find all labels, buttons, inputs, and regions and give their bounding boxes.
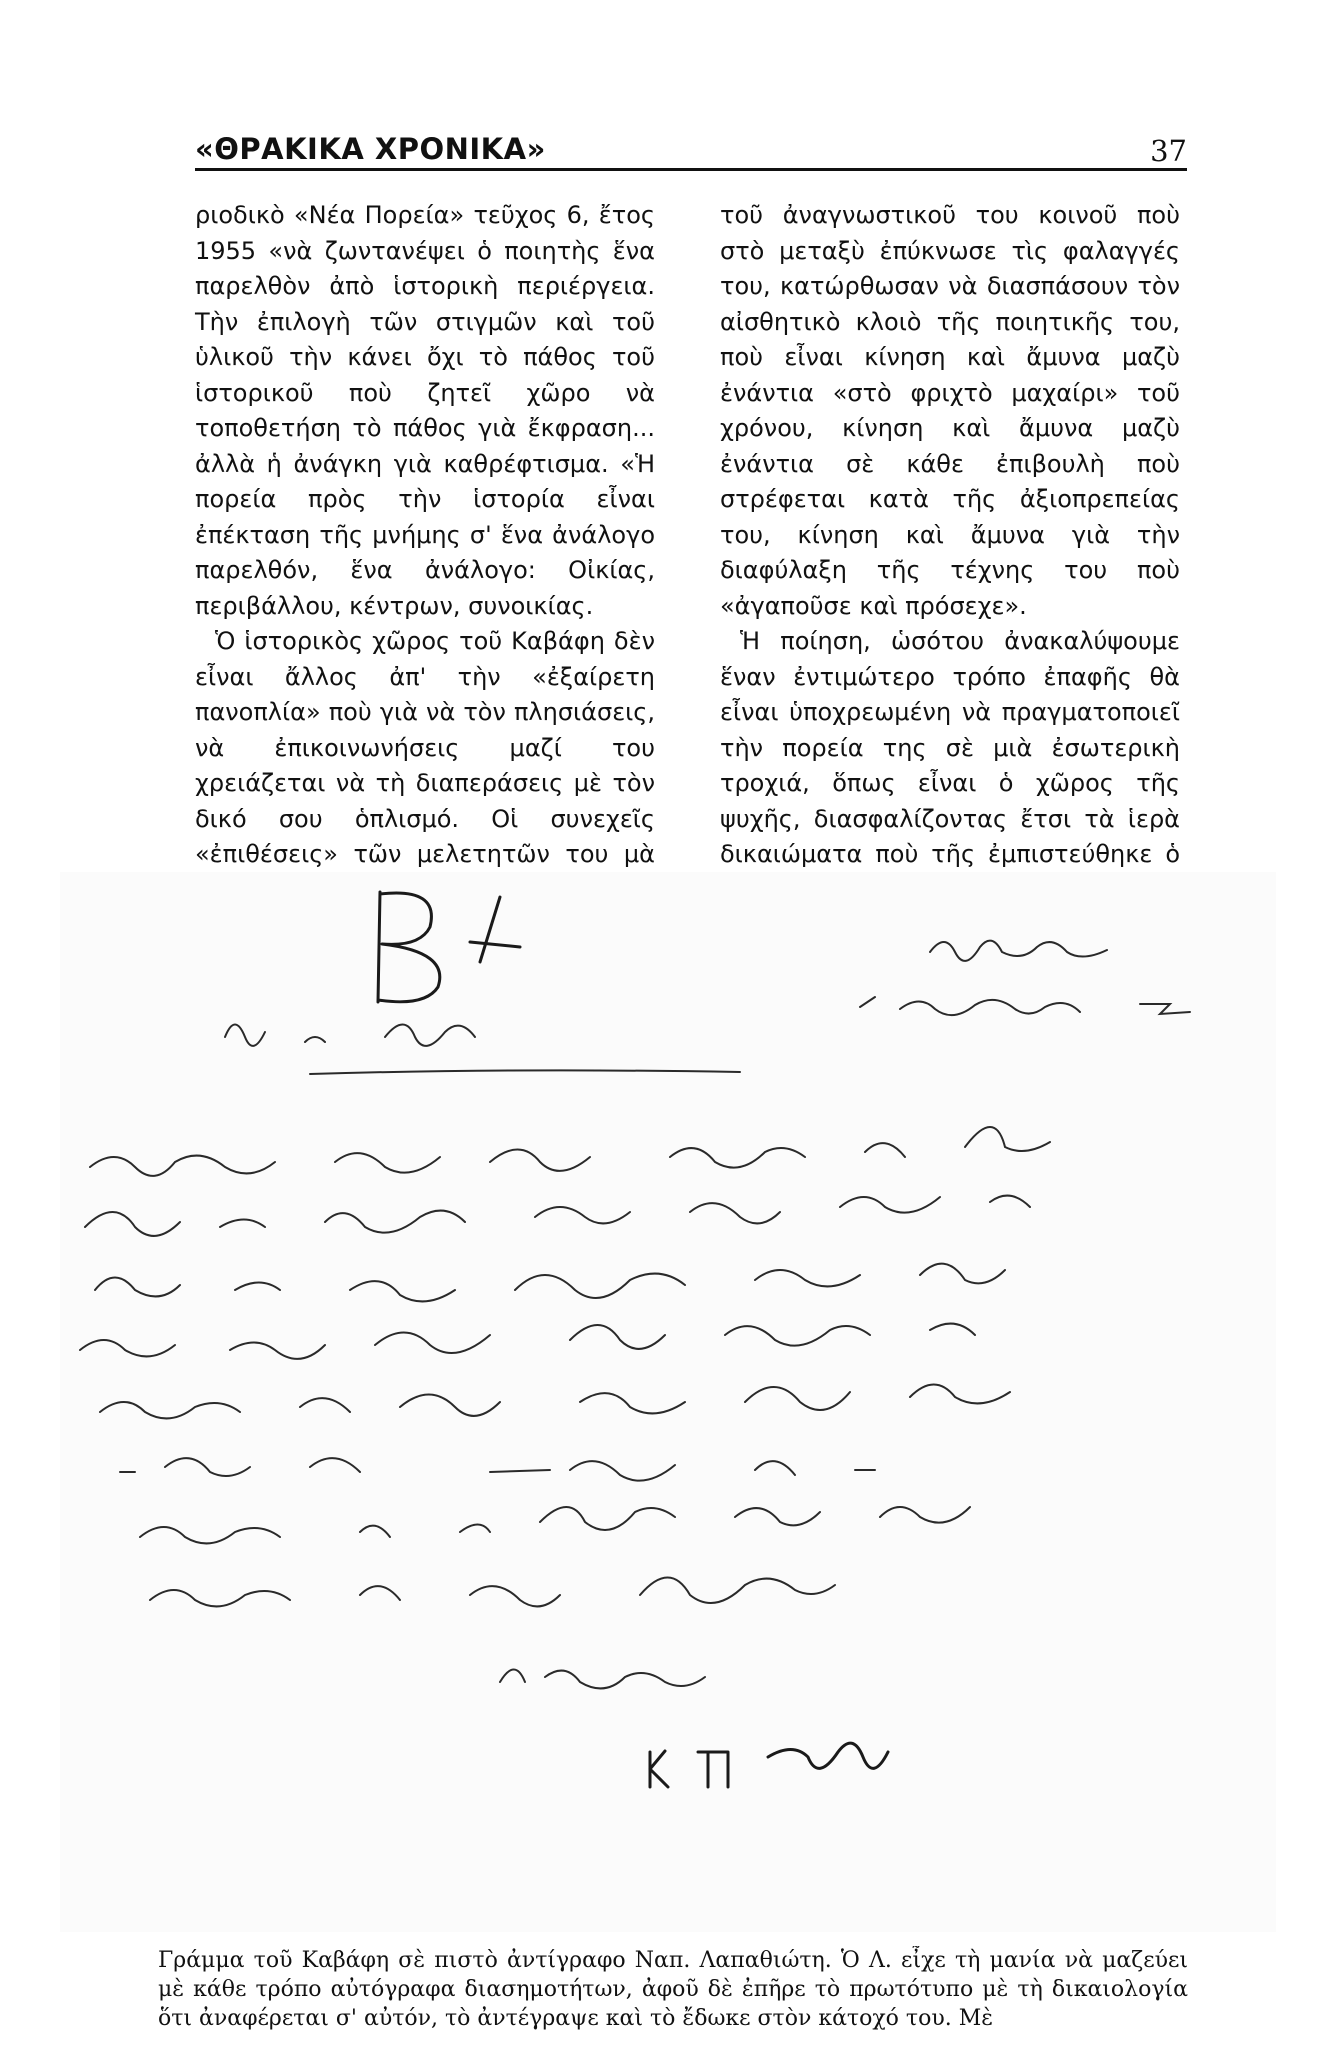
date-line-1 [930, 941, 1107, 961]
signature [650, 1743, 888, 1787]
date-line-2 [860, 997, 1190, 1015]
handwriting-illustration [60, 872, 1276, 1932]
page-number: 37 [1150, 134, 1187, 168]
left-column [195, 198, 655, 908]
right-column [720, 198, 1180, 908]
left-paragraph-1: ριοδικὸ «Νέα Πορεία» τεῦχος 6, ἔτος 1955 «νὰ ζωντανέψει ὁ ποιητὴς ἕνα παρελθὸν ἀπὸ ἱστορικὴ περιέργεια. Τὴν ἐπιλογὴ τῶν στιγμῶν καὶ τοῦ ὑλικοῦ τὴν κάνει ὄχι τὸ πάθος τοῦ ἱστορικοῦ ποὺ ζητεῖ χῶρο νὰ τοποθετήση τὸ πάθος γιὰ ἔκφραση... ἀλλὰ ἡ ἀνάγκη γιὰ καθρέφτισμα. «Ἡ πορεία πρὸς τὴν ἱστορία εἶναι ἐπέκταση τῆς μνήμης σ' ἕνα ἀνάλογο παρελθόν, ἕνα ἀνάλογο: Οἰκίας, περιβάλλου, κέντρων, συνοικίας. [195, 201, 655, 620]
running-header [195, 128, 1187, 168]
left-paragraph-2: Ὁ ἱστορικὸς χῶρος τοῦ Καβάφη δὲν εἶναι ἄλλος ἀπ' τὴν «ἐξαίρετη πανοπλία» ποὺ γιὰ νὰ τὸν πλησιάσεις, νὰ ἐπικοινωνήσεις μαζί του χρειάζεται νὰ τὴ διαπεράσεις μὲ τὸν δικό σου ὁπλισμό. Οἱ συνεχεῖς «ἐπιθέσεις» τῶν μελετητῶν του μὰ [195, 627, 655, 868]
closing-line [500, 1670, 705, 1689]
salutation [225, 1025, 475, 1046]
b-mark [378, 892, 440, 1002]
right-paragraph-1: τοῦ ἀναγνωστικοῦ του κοινοῦ ποὺ στὸ μεταξὺ ἐπύκνωσε τὶς φαλαγγές του, κατώρθωσαν νὰ διασπάσουν τὸν αἰσθητικὸ κλοιὸ τῆς ποιητικῆς του, ποὺ εἶναι κίνηση καὶ ἄμυνα μαζὺ ἐνάντια «στὸ φριχτὸ μαχαίρι» τοῦ χρόνου, κίνηση καὶ ἄμυνα μαζὺ ἐνάντια σὲ κάθε ἐπιβουλὴ ποὺ στρέφεται κατὰ τῆς ἀξιοπρεπείας του, κίνηση καὶ ἄμυνα γιὰ τὴν διαφύλαξη τῆς τέχνης του ποὺ «ἀγαποῦσε καὶ πρόσεχε». [720, 201, 1180, 620]
body-lines [80, 1127, 1050, 1606]
right-paragraph-2: Ἡ ποίηση, ὡσότου ἀνακαλύψουμε ἕναν ἐντιμώτερο τρόπο ἐπαφῆς θὰ εἶναι ὑποχρεωμένη νὰ πραγματοποιεῖ τὴν πορεία της σὲ μιὰ ἐσωτερικὴ τροχιά, ὅπως εἶναι ὁ χῶρος τῆς ψυχῆς, διασφαλίζοντας ἔτσι τὰ ἱερὰ δικαιώματα ποὺ τῆς ἐμπιστεύθηκε ὁ [720, 627, 1180, 868]
pen-stroke [310, 1070, 740, 1074]
b-dash [470, 897, 520, 962]
header-rule [195, 168, 1187, 171]
figure-caption: Γράμμα τοῦ Καβάφη σὲ πιστὸ ἀντίγραφο Ναπ. Λαπαθιώτη. Ὁ Λ. εἶχε τὴ μανία νὰ μαζεύει μὲ κάθε τρόπο αὐτόγραφα διασημοτήτων, ἀφοῦ δὲ ἐπῆρε τὸ πρωτότυπο μὲ τὴ δικαιολογία ὅτι ἀναφέρεται σ' αὐτόν, τὸ ἀντέγραψε καὶ τὸ ἔδωκε στὸν κάτοχό του. Μὲ [158, 1948, 1188, 2031]
journal-title: «ΘΡΑΚΙΚΑ ΧΡΟΝΙΚΑ» [195, 132, 546, 166]
handwritten-letter-facsimile [60, 872, 1276, 1932]
